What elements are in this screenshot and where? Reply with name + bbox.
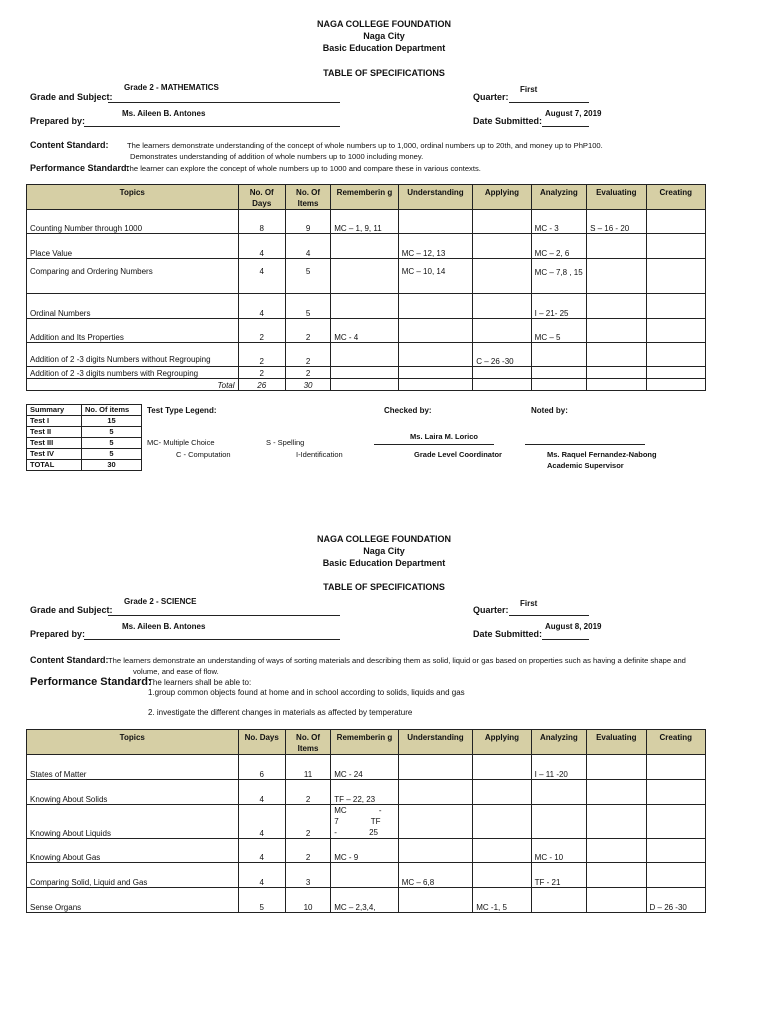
summary-table [26, 404, 142, 471]
summary-count: 5 [82, 427, 142, 438]
col-no-of-items: No. Of Items [285, 185, 330, 210]
summary-count: 5 [82, 449, 142, 460]
evaluating-cell [587, 805, 646, 839]
content-standard-text-1: The learners demonstrate an understanding of ways of sorting materials and describing them as solid, liquid or gas based on properties such as having a definite shape and [108, 656, 686, 665]
understanding-cell: MC – 12, 13 [398, 234, 473, 259]
prepared-by-line [84, 639, 340, 640]
table-row [27, 319, 706, 343]
items-cell: 2 [285, 319, 330, 343]
content-standard-label: Content Standard: [30, 140, 109, 150]
col-topics: Topics [27, 730, 239, 755]
tos-sheet-science [0, 514, 768, 1024]
prepared-by-line [84, 126, 340, 127]
applying-cell [473, 805, 531, 839]
table-row [27, 888, 706, 913]
col-creating: Creating [646, 185, 705, 210]
table-row [27, 234, 706, 259]
topic-cell: Sense Organs [27, 888, 239, 913]
performance-standard-label: Performance Standard: [30, 676, 152, 688]
school-department: Basic Education Department [322, 558, 446, 568]
remembering-cell: MC – 2,3,4, [331, 888, 398, 913]
col-understanding: Understanding [398, 730, 473, 755]
applying-cell [473, 863, 531, 888]
summary-header: Summary [27, 405, 82, 416]
quarter-line [509, 615, 589, 616]
checker-role: Grade Level Coordinator [414, 450, 502, 459]
analyzing-cell [531, 888, 586, 913]
quarter-value: First [520, 85, 538, 94]
understanding-cell [398, 839, 473, 863]
date-submitted-label: Date Submitted: [473, 629, 543, 639]
creating-cell [646, 863, 705, 888]
creating-cell [646, 259, 705, 294]
items-cell: 2 [285, 367, 330, 379]
performance-item-1: 1.group common objects found at home and in school according to solids, liquids and gas [148, 688, 465, 697]
evaluating-cell [587, 888, 646, 913]
date-submitted-value: August 7, 2019 [545, 109, 602, 118]
col-evaluating: Evaluating [587, 730, 646, 755]
summary-test: Test IV [27, 449, 82, 460]
noter-name: Ms. Raquel Fernandez-Nabong [547, 450, 657, 459]
performance-intro: The learners shall be able to: [148, 678, 252, 687]
quarter-line [509, 102, 589, 103]
remembering-cell: MC - 4 [331, 319, 398, 343]
legend-mc: MC- Multiple Choice [147, 438, 215, 447]
topic-cell: Comparing Solid, Liquid and Gas [27, 863, 239, 888]
performance-standard-text: The learner can explore the concept of whole numbers up to 1000 and compare these in various contexts. [125, 164, 481, 173]
col-applying: Applying [473, 185, 531, 210]
applying-cell [473, 294, 531, 319]
checked-by-label: Checked by: [384, 406, 432, 415]
items-cell: 5 [285, 294, 330, 319]
table-row [27, 438, 142, 449]
creating-cell [646, 780, 705, 805]
days-cell: 8 [238, 210, 285, 234]
applying-cell [473, 234, 531, 259]
days-cell: 4 [238, 234, 285, 259]
col-evaluating: Evaluating [587, 185, 646, 210]
analyzing-cell: I – 11 -20 [531, 755, 586, 780]
remembering-cell [331, 294, 398, 319]
table-row [27, 863, 706, 888]
grade-subject-label: Grade and Subject: [30, 92, 113, 102]
items-cell: 11 [285, 755, 330, 780]
table-row [27, 210, 706, 234]
understanding-cell [398, 343, 473, 367]
topic-cell: Place Value [27, 234, 239, 259]
col-analyzing: Analyzing [531, 185, 586, 210]
col-remembering: Rememberin g [331, 185, 398, 210]
remembering-cell: MC - 24 [331, 755, 398, 780]
content-standard-text-2: volume, and ease of flow. [133, 667, 219, 676]
evaluating-cell [587, 367, 646, 379]
analyzing-cell: MC – 7,8 , 15 [531, 259, 586, 294]
understanding-cell [398, 780, 473, 805]
grade-subject-label: Grade and Subject: [30, 605, 113, 615]
creating-cell [646, 755, 705, 780]
understanding-cell [398, 888, 473, 913]
grade-subject-value: Grade 2 - MATHEMATICS [124, 83, 219, 92]
applying-cell [473, 780, 531, 805]
total-label: Total [27, 379, 239, 391]
noter-signature-line [525, 444, 645, 445]
legend-title: Test Type Legend: [147, 406, 217, 415]
table-row [27, 416, 142, 427]
school-department: Basic Education Department [322, 43, 446, 53]
evaluating-cell [587, 319, 646, 343]
applying-cell: MC -1, 5 [473, 888, 531, 913]
summary-test: TOTAL [27, 460, 82, 471]
table-row [27, 259, 706, 294]
topic-cell: Knowing About Solids [27, 780, 239, 805]
legend-s: S - Spelling [266, 438, 305, 447]
understanding-cell: MC – 10, 14 [398, 259, 473, 294]
prepared-by-label: Prepared by: [30, 629, 86, 639]
days-cell: 5 [238, 888, 285, 913]
analyzing-cell: MC - 10 [531, 839, 586, 863]
analyzing-cell: TF - 21 [531, 863, 586, 888]
evaluating-cell [587, 259, 646, 294]
topic-cell: Counting Number through 1000 [27, 210, 239, 234]
evaluating-cell [587, 780, 646, 805]
remembering-cell [331, 863, 398, 888]
days-cell: 6 [238, 755, 285, 780]
col-topics: Topics [27, 185, 239, 210]
grade-subject-line [108, 102, 340, 103]
analyzing-cell [531, 805, 586, 839]
performance-item-2: 2. investigate the different changes in materials as affected by temperature [148, 708, 413, 717]
days-cell: 4 [238, 863, 285, 888]
date-submitted-line [542, 639, 589, 640]
analyzing-cell: MC - 3 [531, 210, 586, 234]
table-row [27, 805, 706, 839]
content-standard-text-1: The learners demonstrate understanding of the concept of whole numbers up to 1,000, ordinal numbers up to 20th, and money up to PhP100. [127, 141, 603, 150]
col-no-days: No. Days [238, 730, 285, 755]
understanding-cell [398, 294, 473, 319]
table-row [27, 294, 706, 319]
analyzing-cell: MC – 2, 6 [531, 234, 586, 259]
understanding-cell [398, 367, 473, 379]
grade-subject-line [108, 615, 340, 616]
grade-subject-value: Grade 2 - SCIENCE [124, 597, 197, 606]
evaluating-cell [587, 234, 646, 259]
analyzing-cell: MC – 5 [531, 319, 586, 343]
tos-table-science [26, 729, 706, 913]
topic-cell: Addition of 2 -3 digits Numbers without Regrouping [27, 343, 239, 367]
date-submitted-label: Date Submitted: [473, 116, 543, 126]
understanding-cell [398, 755, 473, 780]
items-cell: 5 [285, 259, 330, 294]
days-cell: 4 [238, 780, 285, 805]
col-no-of-days: No. Of Days [238, 185, 285, 210]
remembering-cell [331, 367, 398, 379]
quarter-label: Quarter: [473, 92, 509, 102]
understanding-cell [398, 210, 473, 234]
date-submitted-line [542, 126, 589, 127]
summary-test: Test II [27, 427, 82, 438]
items-cell: 2 [285, 805, 330, 839]
col-remembering: Rememberin g [331, 730, 398, 755]
items-cell: 10 [285, 888, 330, 913]
table-row [27, 343, 706, 367]
remembering-cell [331, 259, 398, 294]
col-analyzing: Analyzing [531, 730, 586, 755]
total-items: 30 [285, 379, 330, 391]
evaluating-cell: S – 16 - 20 [587, 210, 646, 234]
creating-cell [646, 319, 705, 343]
creating-cell: D – 26 -30 [646, 888, 705, 913]
total-row [27, 379, 706, 391]
school-name: NAGA COLLEGE FOUNDATION [317, 534, 451, 544]
creating-cell [646, 234, 705, 259]
checker-signature-line [374, 444, 494, 445]
noted-by-label: Noted by: [531, 406, 568, 415]
content-standard-label: Content Standard: [30, 655, 109, 665]
prepared-by-value: Ms. Aileen B. Antones [122, 109, 206, 118]
remembering-cell [331, 234, 398, 259]
noter-role: Academic Supervisor [547, 461, 624, 470]
page-title: TABLE OF SPECIFICATIONS [323, 582, 445, 592]
table-row [27, 427, 142, 438]
page-title: TABLE OF SPECIFICATIONS [323, 68, 445, 78]
days-cell: 4 [238, 294, 285, 319]
legend-i: I-Identification [296, 450, 343, 459]
days-cell: 2 [238, 319, 285, 343]
understanding-cell [398, 319, 473, 343]
remembering-cell: MC – 1, 9, 11 [331, 210, 398, 234]
prepared-by-label: Prepared by: [30, 116, 86, 126]
remembering-cell: MC - 9 [331, 839, 398, 863]
summary-count: 30 [82, 460, 142, 471]
table-row [27, 780, 706, 805]
applying-cell [473, 259, 531, 294]
evaluating-cell [587, 343, 646, 367]
creating-cell [646, 210, 705, 234]
items-cell: 3 [285, 863, 330, 888]
summary-test: Test I [27, 416, 82, 427]
table-row [27, 449, 142, 460]
remembering-cell [331, 343, 398, 367]
tos-table-mathematics [26, 184, 706, 391]
analyzing-cell: I – 21- 25 [531, 294, 586, 319]
understanding-cell: MC – 6,8 [398, 863, 473, 888]
items-cell: 2 [285, 780, 330, 805]
items-cell: 2 [285, 343, 330, 367]
applying-cell [473, 755, 531, 780]
topic-cell: Knowing About Gas [27, 839, 239, 863]
analyzing-cell [531, 780, 586, 805]
topic-cell: Comparing and Ordering Numbers [27, 259, 239, 294]
evaluating-cell [587, 839, 646, 863]
evaluating-cell [587, 294, 646, 319]
days-cell: 4 [238, 805, 285, 839]
items-cell: 2 [285, 839, 330, 863]
checker-name: Ms. Laira M. Lorico [410, 432, 478, 441]
performance-standard-label: Performance Standard: [30, 163, 130, 173]
topic-cell: Addition and Its Properties [27, 319, 239, 343]
legend-c: C - Computation [176, 450, 231, 459]
table-row [27, 755, 706, 780]
creating-cell [646, 294, 705, 319]
topic-cell: Knowing About Liquids [27, 805, 239, 839]
col-understanding: Understanding [398, 185, 473, 210]
days-cell: 4 [238, 259, 285, 294]
school-name: NAGA COLLEGE FOUNDATION [317, 19, 451, 29]
table-row [27, 460, 142, 471]
analyzing-cell [531, 367, 586, 379]
summary-count: 5 [82, 438, 142, 449]
applying-cell [473, 367, 531, 379]
col-applying: Applying [473, 730, 531, 755]
quarter-label: Quarter: [473, 605, 509, 615]
total-days: 26 [238, 379, 285, 391]
evaluating-cell [587, 755, 646, 780]
table-row [27, 839, 706, 863]
applying-cell [473, 319, 531, 343]
school-city: Naga City [363, 31, 405, 41]
topic-cell: Ordinal Numbers [27, 294, 239, 319]
prepared-by-value: Ms. Aileen B. Antones [122, 622, 206, 631]
date-submitted-value: August 8, 2019 [545, 622, 602, 631]
days-cell: 4 [238, 839, 285, 863]
tos-sheet-mathematics [0, 0, 768, 500]
items-cell: 4 [285, 234, 330, 259]
applying-cell [473, 210, 531, 234]
school-city: Naga City [363, 546, 405, 556]
summary-items-header: No. Of items [82, 405, 142, 416]
creating-cell [646, 839, 705, 863]
remembering-cell: MC - 7 TF - 25 [331, 805, 398, 839]
analyzing-cell [531, 343, 586, 367]
days-cell: 2 [238, 343, 285, 367]
col-no-of-items: No. Of Items [285, 730, 330, 755]
understanding-cell [398, 805, 473, 839]
table-row [27, 367, 706, 379]
applying-cell: C – 26 -30 [473, 343, 531, 367]
content-standard-text-2: Demonstrates understanding of addition of whole numbers up to 1000 including money. [130, 152, 424, 161]
items-cell: 9 [285, 210, 330, 234]
creating-cell [646, 805, 705, 839]
applying-cell [473, 839, 531, 863]
creating-cell [646, 343, 705, 367]
days-cell: 2 [238, 367, 285, 379]
topic-cell: States of Matter [27, 755, 239, 780]
topic-cell: Addition of 2 -3 digits numbers with Regrouping [27, 367, 239, 379]
quarter-value: First [520, 599, 538, 608]
summary-test: Test III [27, 438, 82, 449]
summary-count: 15 [82, 416, 142, 427]
creating-cell [646, 367, 705, 379]
evaluating-cell [587, 863, 646, 888]
col-creating: Creating [646, 730, 705, 755]
remembering-cell: TF – 22, 23 [331, 780, 398, 805]
